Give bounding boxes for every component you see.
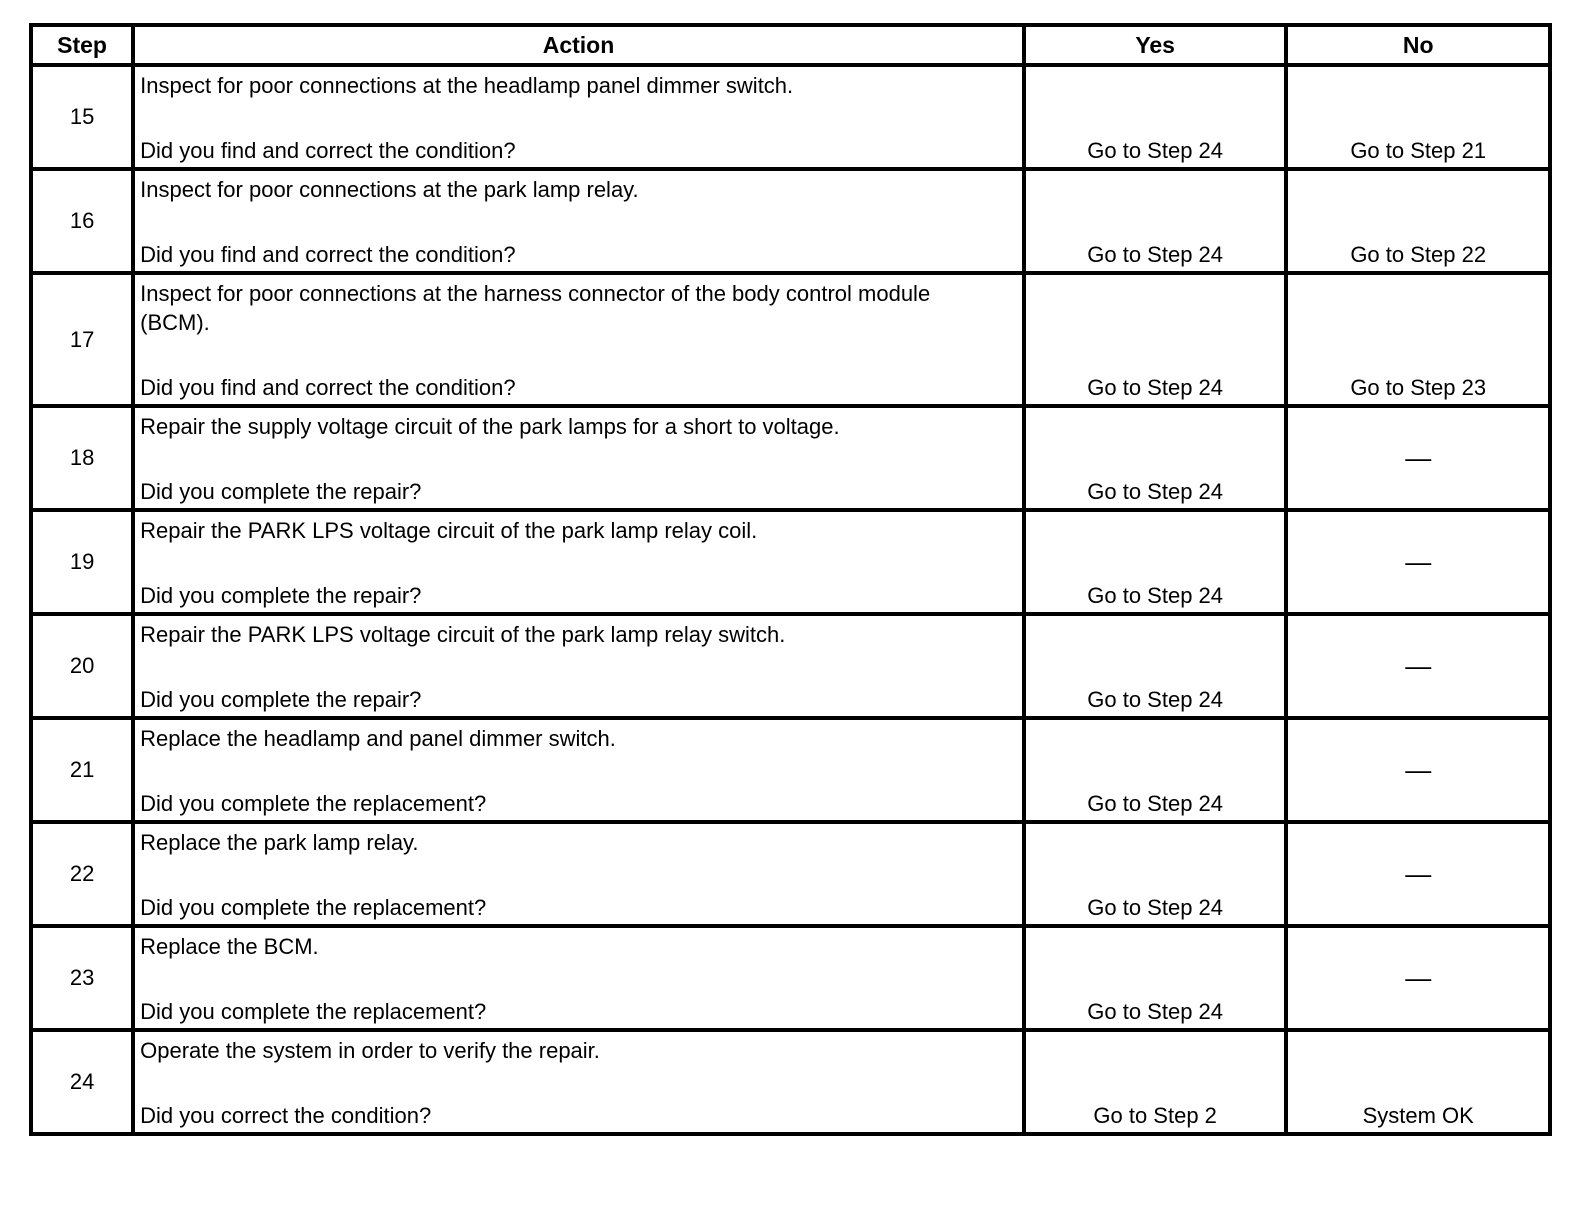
action-cell [133, 822, 1024, 926]
yes-result: Go to Step 24 [1087, 138, 1224, 163]
action-instruction: Repair the PARK LPS voltage circuit of the park lamp relay coil. [140, 518, 758, 543]
action-cell [133, 614, 1024, 718]
step-number: 15 [31, 65, 133, 169]
yes-result: Go to Step 24 [1087, 999, 1224, 1024]
no-cell [1286, 718, 1550, 822]
yes-result: Go to Step 2 [1093, 1103, 1217, 1128]
action-instruction: Inspect for poor connections at the harness connector of the body control module (BCM). [140, 281, 931, 335]
action-question: Did you find and correct the condition? [140, 375, 516, 400]
header-no: No [1286, 25, 1550, 65]
no-result-dash: — [1405, 858, 1432, 889]
table-row [31, 273, 1550, 406]
action-question: Did you complete the replacement? [140, 999, 487, 1024]
no-cell [1286, 614, 1550, 718]
step-number: 17 [31, 273, 133, 406]
action-instruction: Operate the system in order to verify the repair. [140, 1038, 600, 1063]
no-cell [1286, 926, 1550, 1030]
step-number: 18 [31, 406, 133, 510]
action-instruction: Replace the BCM. [140, 934, 319, 959]
yes-result: Go to Step 24 [1087, 687, 1224, 712]
yes-result: Go to Step 24 [1087, 242, 1224, 267]
no-result-dash: — [1405, 754, 1432, 785]
yes-cell [1024, 822, 1287, 926]
no-result: System OK [1362, 1103, 1474, 1128]
step-number: 21 [31, 718, 133, 822]
table-row [31, 510, 1550, 614]
action-instruction: Replace the headlamp and panel dimmer switch. [140, 726, 616, 751]
header-row [31, 25, 1550, 65]
action-question: Did you complete the replacement? [140, 791, 487, 816]
action-question: Did you correct the condition? [140, 1103, 432, 1128]
no-result-dash: — [1405, 650, 1432, 681]
yes-cell [1024, 510, 1287, 614]
table-row [31, 1030, 1550, 1134]
step-number: 16 [31, 169, 133, 273]
diagnostic-table [29, 23, 1552, 1136]
no-result-dash: — [1405, 546, 1432, 577]
table-row [31, 822, 1550, 926]
yes-cell [1024, 926, 1287, 1030]
no-cell [1286, 406, 1550, 510]
no-cell [1286, 822, 1550, 926]
no-result: Go to Step 21 [1350, 138, 1487, 163]
yes-cell [1024, 406, 1287, 510]
yes-result: Go to Step 24 [1087, 895, 1224, 920]
action-cell [133, 65, 1024, 169]
step-number: 20 [31, 614, 133, 718]
step-number: 22 [31, 822, 133, 926]
action-question: Did you complete the repair? [140, 687, 422, 712]
yes-result: Go to Step 24 [1087, 583, 1224, 608]
no-result: Go to Step 23 [1350, 375, 1487, 400]
yes-cell [1024, 614, 1287, 718]
step-number: 23 [31, 926, 133, 1030]
action-cell [133, 406, 1024, 510]
action-question: Did you complete the repair? [140, 583, 422, 608]
yes-cell [1024, 65, 1287, 169]
yes-result: Go to Step 24 [1087, 479, 1224, 504]
no-cell [1286, 510, 1550, 614]
step-number: 24 [31, 1030, 133, 1134]
yes-cell [1024, 169, 1287, 273]
header-yes: Yes [1024, 25, 1287, 65]
action-cell [133, 1030, 1024, 1134]
action-cell [133, 926, 1024, 1030]
action-instruction: Inspect for poor connections at the headlamp panel dimmer switch. [140, 73, 794, 98]
yes-result: Go to Step 24 [1087, 791, 1224, 816]
no-cell [1286, 169, 1550, 273]
action-cell [133, 510, 1024, 614]
no-cell [1286, 1030, 1550, 1134]
no-cell [1286, 65, 1550, 169]
action-question: Did you complete the repair? [140, 479, 422, 504]
header-action: Action [133, 25, 1024, 65]
action-instruction: Replace the park lamp relay. [140, 830, 419, 855]
table-row [31, 406, 1550, 510]
table-body [31, 65, 1550, 1134]
action-instruction: Repair the PARK LPS voltage circuit of the park lamp relay switch. [140, 622, 786, 647]
no-cell [1286, 273, 1550, 406]
no-result: Go to Step 22 [1350, 242, 1487, 267]
action-cell [133, 273, 1024, 406]
action-question: Did you complete the replacement? [140, 895, 487, 920]
action-question: Did you find and correct the condition? [140, 242, 516, 267]
no-result-dash: — [1405, 442, 1432, 473]
action-instruction: Repair the supply voltage circuit of the park lamps for a short to voltage. [140, 414, 840, 439]
step-number: 19 [31, 510, 133, 614]
action-instruction: Inspect for poor connections at the park lamp relay. [140, 177, 639, 202]
action-cell [133, 718, 1024, 822]
yes-cell [1024, 718, 1287, 822]
no-result-dash: — [1405, 962, 1432, 993]
yes-cell [1024, 1030, 1287, 1134]
table-row [31, 65, 1550, 169]
yes-result: Go to Step 24 [1087, 375, 1224, 400]
table-row [31, 614, 1550, 718]
table-row [31, 926, 1550, 1030]
table-row [31, 718, 1550, 822]
yes-cell [1024, 273, 1287, 406]
action-question: Did you find and correct the condition? [140, 138, 516, 163]
table-row [31, 169, 1550, 273]
header-step: Step [31, 25, 133, 65]
action-cell [133, 169, 1024, 273]
